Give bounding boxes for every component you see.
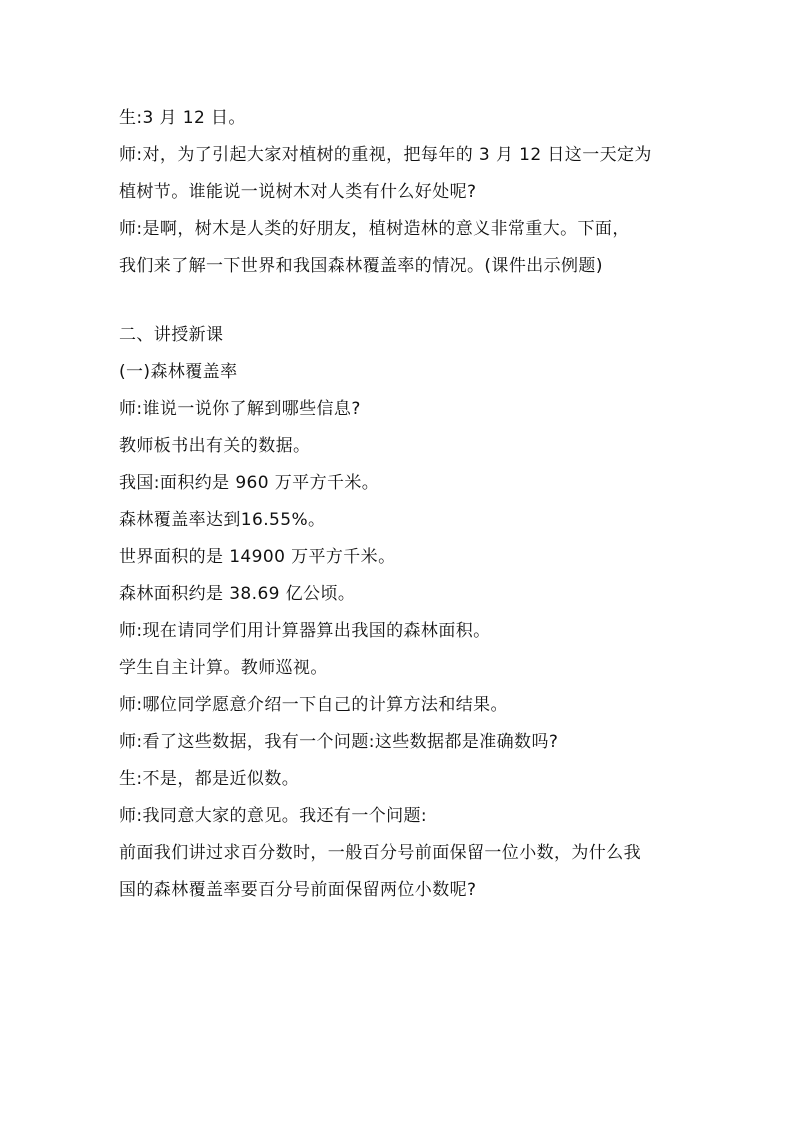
dialogue-line: 生:不是，都是近似数。 (119, 769, 300, 789)
section-gap (119, 285, 679, 317)
dialogue-line: 国的森林覆盖率要百分号前面保留两位小数呢? (119, 880, 477, 900)
dialogue-line: 前面我们讲过求百分数时，一般百分号前面保留一位小数，为什么我 (119, 843, 641, 863)
dialogue-line: 师:看了这些数据，我有一个问题:这些数据都是准确数吗? (119, 732, 559, 752)
document-body (119, 100, 679, 909)
dialogue-line: 学生自主计算。教师巡视。 (119, 658, 328, 678)
dialogue-line: 师:现在请同学们用计算器算出我国的森林面积。 (119, 621, 491, 641)
data-line: 我国:面积约是 960 万平方千米。 (119, 473, 380, 493)
dialogue-line: 师:哪位同学愿意介绍一下自己的计算方法和结果。 (119, 695, 508, 715)
dialogue-line: 师:我同意大家的意见。我还有一个问题: (119, 806, 428, 826)
dialogue-line: 师:对，为了引起大家对植树的重视，把每年的 3 月 12 日这一天定为 (119, 145, 652, 165)
dialogue-line: 生:3 月 12 日。 (119, 108, 246, 128)
dialogue-line: 我们来了解一下世界和我国森林覆盖率的情况。(课件出示例题) (119, 256, 603, 276)
dialogue-line: 植树节。谁能说一说树木对人类有什么好处呢? (119, 182, 477, 202)
data-line: 森林覆盖率达到16.55%。 (119, 510, 326, 530)
subsection-heading: (一)森林覆盖率 (119, 362, 238, 382)
dialogue-line: 教师板书出有关的数据。 (119, 436, 311, 456)
section-heading: 二、讲授新课 (119, 325, 224, 345)
data-line: 森林面积约是 38.69 亿公顷。 (119, 584, 356, 604)
data-line: 世界面积的是 14900 万平方千米。 (119, 547, 396, 567)
dialogue-line: 师:谁说一说你了解到哪些信息? (119, 399, 361, 419)
dialogue-line: 师:是啊，树木是人类的好朋友，植树造林的意义非常重大。下面， (119, 219, 630, 239)
